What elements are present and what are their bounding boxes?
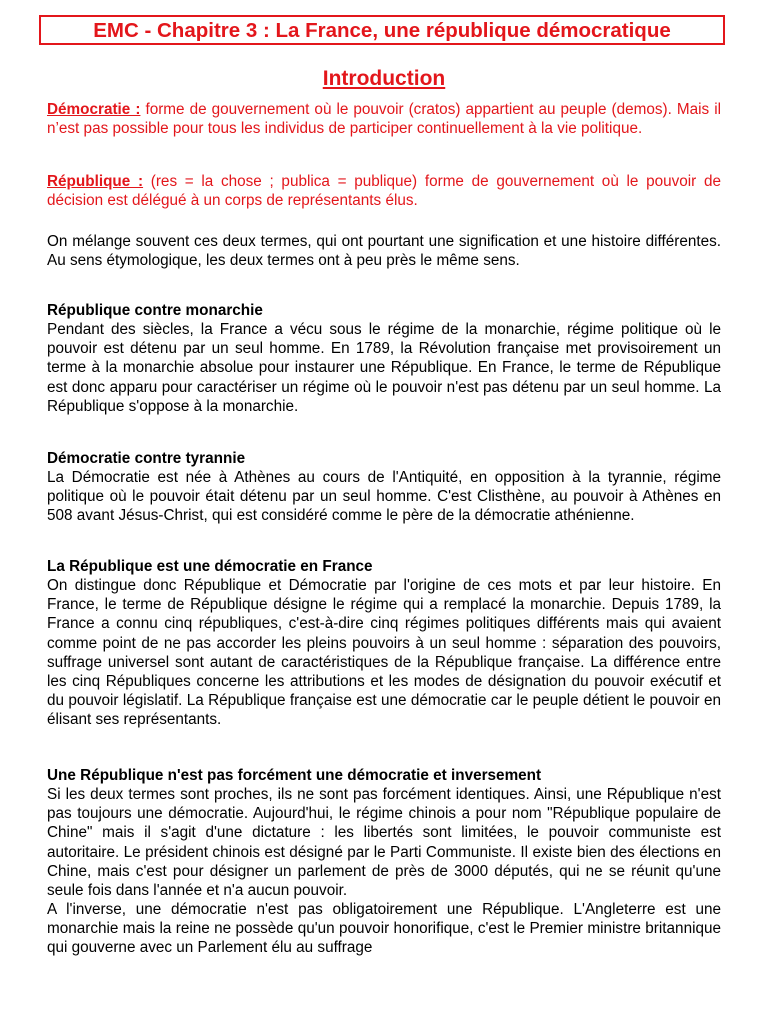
section-text: Si les deux termes sont proches, ils ne sont pas forcément identiques. Ainsi, une République n'est pas toujours une démocratie. Aujourd'hui, le régime chinois a pour nom "République populaire de Chine" mais il s'agit d'une dictature : les libertés sont limitées, le pouvoir communiste est autoritaire. Le président chinois est désigné par le Parti Communiste. Il existe bien des élections en Chine, mais c'est pour désigner un parlement de près de 3000 députés, qui ne se réunit qu'une seule fois dans l'année et n'a aucun pouvoir. [47, 786, 721, 899]
section-title: Une République n'est pas forcément une démocratie et inversement [47, 767, 542, 784]
section-republique-democratie [47, 557, 721, 729]
definition-term: Démocratie : [47, 101, 141, 118]
definition-republique [47, 172, 721, 210]
section-title: République contre monarchie [47, 302, 263, 319]
section-text: La Démocratie est née à Athènes au cours de l'Antiquité, en opposition à la tyrannie, régime politique où le pouvoir était détenu par un seul homme. C'est Clisthène, au pouvoir à Athènes en 508 avant Jésus-Christ, qui est considéré comme le père de la démocratie athénienne. [47, 469, 721, 525]
definition-text: forme de gouvernement où le pouvoir (cratos) appartient au peuple (demos). Mais il n’est pas possible pour tous les individus de participer continuellement à la vie politique. [47, 101, 721, 138]
section-title: La République est une démocratie en France [47, 558, 373, 575]
section-pas-forcement [47, 766, 721, 958]
definition-democratie [47, 100, 721, 138]
definition-text: (res = la chose ; publica = publique) forme de gouvernement où le pouvoir de décision est délégué à un corps de représentants élus. [47, 173, 721, 210]
section-text: On distingue donc République et Démocratie par l'origine de ces mots et par leur histoire. En France, le terme de République désigne le régime qui a remplacé la monarchie. Depuis 1789, la France a connu cinq républiques, c'est-à-dire cinq régimes politiques différents mais qui avaient comme point de ne pas accorder les pleins pouvoirs à un seul homme : séparation des pouvoirs, suffrage universel sont autant de caractéristiques de la République française. La différence entre les cinq Républiques concerne les attributions et les modes de désignation du pouvoir exécutif et du pouvoir législatif. La République française est une démocratie car le peuple détient le pouvoir en élisant ses représentants. [47, 577, 721, 729]
intro-paragraph: On mélange souvent ces deux termes, qui ont pourtant une signification et une histoire différentes. Au sens étymologique, les deux termes ont à peu près le même sens. [47, 233, 721, 270]
intro-heading: Introduction [322, 67, 446, 90]
section-text: Pendant des siècles, la France a vécu sous le régime de la monarchie, régime politique où le pouvoir est détenu par un seul homme. En 1789, la Révolution française met provisoirement un terme à la monarchie absolue pour instaurer une République. En France, le terme de République est donc apparu pour caractériser un régime où le pouvoir n'est pas détenu par un seul homme. La République s'oppose à la monarchie. [47, 321, 721, 415]
section-text-continued: A l'inverse, une démocratie n'est pas obligatoirement une République. L'Angleterre est une monarchie mais la reine ne possède qu'un pouvoir honorifique, c'est le Premier ministre britannique qui gouverne avec un Parlement élu au suffrage [47, 901, 721, 957]
section-democratie-tyrannie [47, 449, 721, 526]
section-republique-monarchie [47, 301, 721, 416]
page-title: EMC - Chapitre 3 : La France, une république démocratique [39, 15, 725, 45]
section-title: Démocratie contre tyrannie [47, 450, 246, 467]
definition-term: République : [47, 173, 144, 190]
